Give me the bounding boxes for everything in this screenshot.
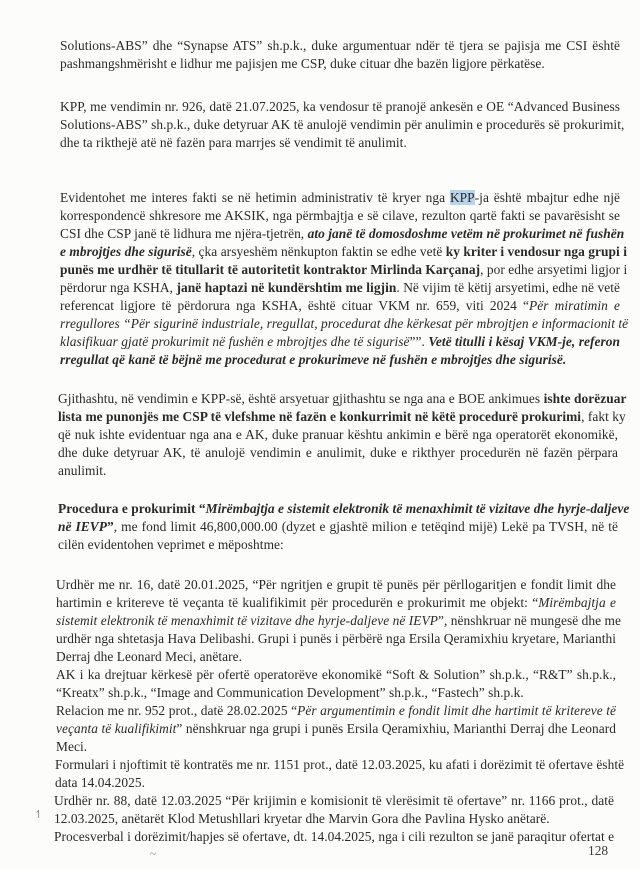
text-line [54, 792, 614, 809]
text-line [58, 444, 618, 461]
text-line [60, 243, 627, 260]
text-segment: ”, nënshkruar në mungesë dhe me [437, 613, 621, 628]
text-line [58, 462, 618, 479]
text-segment: anulimit. [58, 463, 107, 478]
text-segment: Për miratimin e [529, 298, 620, 313]
text-line [60, 297, 620, 314]
text-segment: veçanta të kualifikimit [56, 721, 177, 736]
text-segment: . Në vijim të këtij arsyetimi, edhe në vetë [396, 280, 620, 295]
text-line [58, 390, 627, 407]
text-segment: Procedura e prokurimit “ [58, 501, 206, 516]
text-segment: KPP, me vendimin nr. 926, datë 21.07.2025, ka vendosur të pranojë ankesën e OE “Advanced Business [60, 99, 620, 114]
text-segment: ” nënshkruar nga grupi i punës Ersila Qeramixhiu, Marianthi Derraj dhe Leonard [176, 721, 616, 736]
text-segment: Mirëmbajtja e sistemit elektronik të menaxhimit të vizitave dhe hyrje-daljeve [205, 501, 630, 516]
text-segment: punës me urdhër të titullarit të autoritetit kontraktor Mirlinda Karçanaj [60, 262, 481, 277]
text-line [56, 702, 616, 719]
text-segment: sistemit elektronik të menaxhimit të vizitave dhe hyrje-daljeve në IEVP [56, 613, 438, 628]
text-segment: dhe ta rikthejë atë në fazën para marrjes së vendimit të anulimit. [60, 135, 407, 150]
margin-mark: ↿ [34, 809, 44, 821]
text-line [60, 225, 625, 242]
text-segment: rregullores “Për sigurinë industriale, rregullat, procedurat dhe kërkesat për mbrojtjen e informacionit të [60, 316, 629, 331]
text-line [56, 666, 616, 683]
text-segment: Solutions-ABS” dhe “Synapse ATS” sh.p.k., duke argumentuar ndër të tjera se pajisja me CSI është [60, 38, 620, 53]
text-line [58, 426, 618, 443]
text-line [60, 37, 620, 54]
text-segment: korrespondencë shkresore me AKSIK, nga përmbajtja e së cilave, rezulton qartë fakti se pavarësisht se [60, 208, 620, 223]
text-segment: urdhër nga shtetasja Hava Delibashi. Grupi i punës i përbërë nga Ersila Qeramixhiu kryetare, Marianthi [56, 631, 616, 646]
text-line [56, 720, 616, 737]
text-segment: Meci. [56, 739, 88, 754]
text-line [56, 576, 616, 593]
text-segment: “Kreatx” sh.p.k., “Image and Communication Development” sh.p.k., “Fastech” sh.p.k. [56, 685, 524, 700]
text-segment: hartimin e kritereve të veçanta të kualifikimit për procedurën e prokurimit me objekt: “ [56, 595, 539, 610]
text-segment: , me fond limit 46,800,000.00 (dyzet e gjashtë milion e tetëqind mijë) Lekë pa TVSH, në të [113, 519, 618, 534]
text-segment: Për argumentimin e fondit limit dhe hartimit të kritereve të [297, 703, 616, 718]
text-segment: janë haptazi në kundërshtim me ligjin [176, 280, 397, 295]
text-segment: Evidentohet me interes fakti se në hetimin administrativ të kryer nga [60, 190, 450, 205]
text-segment: klasifikuar gjatë prokurimit në fushën e mbrojtjes dhe të sigurisë [60, 334, 410, 349]
text-line [58, 518, 618, 535]
text-line [55, 774, 615, 791]
text-line [56, 594, 616, 611]
page-number: 128 [588, 843, 609, 858]
text-segment: rregullat që kanë të bëjnë me procedurat e prokurimeve në fushën e mbrojtjes dhe sigurisë. [60, 352, 567, 367]
text-line [54, 810, 614, 827]
text-line [56, 738, 616, 755]
text-line [56, 648, 616, 665]
text-segment: Formulari i njoftimit të kontratës me nr. 1151 prot., datë 12.03.2025, ku afati i dorëzimit të ofertave është [55, 757, 625, 772]
text-line [60, 189, 620, 206]
text-segment: Vetë titulli i kësaj VKM-je, referon [428, 334, 620, 349]
text-line [60, 351, 620, 368]
text-line [60, 261, 628, 278]
text-line [60, 98, 620, 115]
text-segment: Mirëmbajtja e [538, 595, 616, 610]
text-line [60, 279, 620, 296]
text-segment: që nuk ishte evidentuar nga ana e AK, duke pranuar kështu ankimin e bërë nga operatorët ekonomikë, [58, 427, 618, 442]
text-line [60, 116, 625, 133]
text-line [60, 134, 620, 151]
text-segment: 12.03.2025, anëtarët Klod Metushllari kryetar dhe Marvin Gora dhe Pavlina Hysko anëtarë. [54, 811, 550, 826]
text-segment: ky kriter i vendosur nga grupi i [445, 244, 627, 259]
text-line [54, 828, 614, 845]
text-segment: data 14.04.2025. [55, 775, 146, 790]
text-segment: Gjithashtu, në vendimin e KPP-së, është arsyetuar gjithashtu se nga ana e BOE ankimues [58, 391, 544, 406]
text-segment: ato janë të domosdoshme vetëm në prokurimet në fushën [307, 226, 625, 241]
text-segment: ””. [409, 334, 429, 349]
text-segment: -ja është mbajtur edhe një [474, 190, 620, 205]
text-segment: në IEVP [58, 519, 107, 534]
text-segment: , fakt ky [581, 409, 626, 424]
text-segment: pashmangshmërisht e lidhur me pajisjen me CSP, duke cituar dhe bazën ligjore përkatëse. [60, 56, 545, 71]
stray-mark: ~ [150, 848, 156, 860]
text-segment: ishte dorëzuar [543, 391, 627, 406]
text-segment: Relacion me nr. 952 prot., datë 28.02.2025 “ [56, 703, 298, 718]
text-segment: cilën evidentohen veprimet e mëposhtme: [58, 537, 284, 552]
text-line [56, 612, 621, 629]
text-line [58, 408, 626, 425]
text-line [55, 756, 625, 773]
text-segment: referencat ligjore të përdorura nga KSHA, është cituar VKM nr. 659, viti 2024 “ [60, 298, 529, 313]
text-segment: dhe duke detyruar AK, të anulojë vendimin e anulimit, duke e rikthyer procedurën në fazën përpara [58, 445, 618, 460]
text-segment: Procesverbal i dorëzimit/hapjes së ofertave, dt. 14.04.2025, nga i cili rezulton se janë paraqitur ofertat e [54, 829, 615, 844]
text-segment: , por edhe arsyetimi ligjor i [480, 262, 628, 277]
text-segment: Derraj dhe Leonard Meci, anëtare. [56, 649, 243, 664]
text-line [56, 684, 616, 701]
text-line [60, 207, 620, 224]
selected-text-highlight: KPP [449, 190, 475, 205]
text-segment: e mbrojtjes dhe sigurisë [60, 244, 192, 259]
text-line [60, 55, 620, 72]
text-line [58, 536, 618, 553]
text-segment: Urdhër me nr. 16, datë 20.01.2025, “Për ngritjen e grupit të punës për përllogaritjen e fondit limit dhe [56, 577, 616, 592]
text-line [60, 315, 629, 332]
text-segment: përdorur nga KSHA, [60, 280, 177, 295]
text-line [56, 630, 616, 647]
text-line [60, 333, 620, 350]
text-segment: Urdhër nr. 88, datë 12.03.2025 “Për krijimin e komisionit të vlerësimit të ofertave” nr. 1166 prot., datë [54, 793, 614, 808]
text-segment: CSI dhe CSP janë të lidhura me njëra-tjetrën, [60, 226, 308, 241]
text-line [58, 500, 630, 517]
text-segment: AK i ka drejtuar kërkesë për ofertë operatorëve ekonomikë “Soft & Solution” sh.p.k., “R&T” sh.p.k., [56, 667, 616, 682]
text-segment: lista me punonjës me CSP të vlefshme në fazën e konkurrimit në këtë procedurë prokurimi [58, 409, 582, 424]
text-segment: , çka arsyeshëm nënkupton faktin se edhe vetë [191, 244, 446, 259]
text-segment: ” [106, 519, 114, 534]
text-segment: Solutions-ABS” sh.p.k., duke detyruar AK të anulojë vendimin për anulimin e procedurës së prokurimit, [60, 117, 625, 132]
